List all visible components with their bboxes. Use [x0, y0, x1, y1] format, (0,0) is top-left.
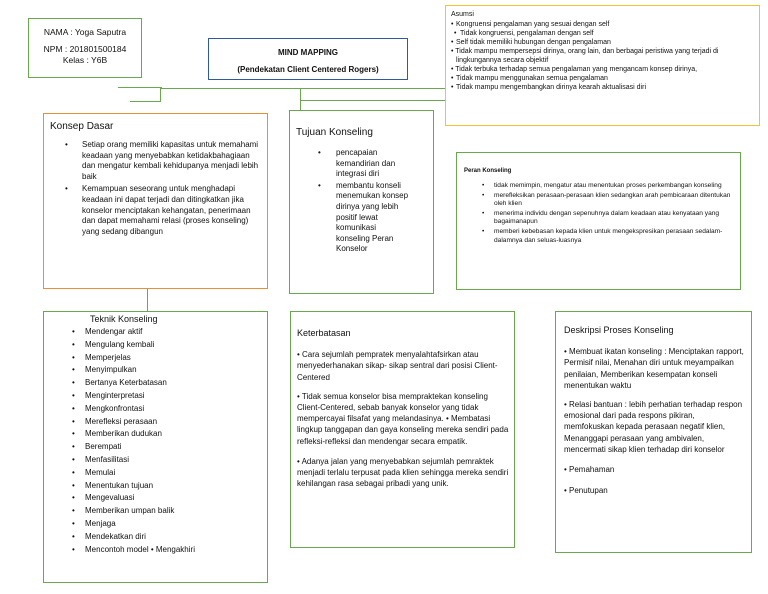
keterbatasan-box — [290, 311, 515, 548]
connector-line — [300, 88, 301, 110]
keterbatasan-paragraph: • Tidak semua konselor bisa mempraktekan konseling Client-Centered, sebab banyak konselor yang tidak mempercayai filsafat yang melandasinya. • Membatasi lingkup tanggapan dan gaya konseling mereka sendiri pada refleksi-refleksi dan mendengar secara empatik. — [297, 391, 509, 446]
list-item: • membantu konseli menemukan konsep dirinya yang lebih positif lewat komunikasi konseling Peran Konselor — [318, 180, 409, 254]
konsep-dasar-list — [50, 140, 261, 237]
student-name: NAMA : Yoga Saputra — [43, 27, 127, 37]
deskripsi-paragraph: • Relasi bantuan : lebih perhatian terhadap respon emosional dari pada respons pikiran, memfokuskan kepada perasaan negatif klien, Menanggapi perasaan yang ambivalen, mencermati sikap klien terhadap diri konselor — [564, 400, 743, 454]
keterbatasan-title: Keterbatasan — [297, 328, 351, 338]
student-info-box — [28, 18, 142, 78]
deskripsi-title: Deskripsi Proses Konseling — [564, 325, 674, 335]
tujuan-konseling-box — [289, 110, 434, 294]
konsep-dasar-title: Konsep Dasar — [50, 121, 114, 132]
list-item: • Menfasilitasi — [72, 454, 130, 464]
list-item: • Merefleksi perasaan — [72, 416, 158, 426]
list-item: • Kongruensi pengalaman yang sesuai dengan self — [451, 21, 610, 28]
deskripsi-proses-box — [555, 311, 752, 553]
main-title: MIND MAPPING — [278, 48, 338, 57]
list-item: • Setiap orang memiliki kapasitas untuk memahami keadaan yang menyebabkan ketidakbahagiaan dan mengatur kembali kehidupanya menjadi lebih baik — [65, 140, 259, 181]
deskripsi-paragraph: • Pemahaman — [564, 465, 615, 475]
main-title-box — [208, 38, 408, 80]
list-item: • Menjaga — [72, 518, 116, 528]
asumsi-box — [445, 5, 760, 126]
list-item: • pencapaian kemandirian dan integrasi diri — [318, 148, 396, 179]
bullet: • — [451, 66, 456, 73]
tujuan-list — [296, 148, 427, 255]
list-item: • Mendengar aktif — [72, 327, 143, 336]
connector-line — [160, 88, 161, 102]
list-item: • Mendekatkan diri — [72, 531, 146, 541]
list-item: • Mencontoh model • Mengakhiri — [72, 544, 195, 554]
list-item: • Tidak terbuka terhadap semua pengalaman yang mengancam konsep dirinya, — [451, 66, 698, 73]
connector-line — [130, 101, 160, 102]
teknik-konseling-box — [43, 311, 268, 583]
list-item: • Tidak kongruensi, pengalaman dengan self — [454, 30, 594, 37]
list-item: • Tidak mampu mengembangkan dirinya kearah aktualisasi diri — [451, 84, 647, 91]
list-item: • Memberikan umpan balik — [72, 506, 175, 516]
connector-line — [160, 88, 445, 89]
list-item: • Kemampuan seseorang untuk menghadapi keadaan ini dapat terjadi dan ditingkatkan jika konselor menciptakan kehangatan, penerimaan dan dapat memahami relasi (proses konseling) yang sedang dibangun — [65, 184, 251, 236]
teknik-list — [50, 326, 261, 556]
list-item: • menerima individu dengan sepenuhnya dalam keadaan atau kenyataan yang bagaimanapun — [482, 209, 720, 226]
peran-list — [464, 182, 734, 245]
main-subtitle: (Pendekatan Client Centered Rogers) — [237, 65, 379, 74]
list-item: • Mengkonfrontasi — [72, 403, 145, 413]
list-item: • merefleksikan perasaan-perasaan klien sedangkan arah pembicaraan ditentukan oleh klien — [482, 191, 731, 208]
list-item: • Memberikan dudukan — [72, 429, 162, 439]
list-item: • Bertanya Keterbatasan — [72, 378, 167, 388]
konsep-dasar-box — [43, 113, 268, 289]
list-item: • Berempati — [72, 442, 122, 452]
list-item: • Self tidak memiliki hubungan dengan pengalaman — [451, 39, 611, 46]
list-item: • tidak memimpin, mengatur atau menentukan proses perkembangan konseling — [482, 182, 722, 189]
connector-line — [118, 87, 162, 88]
asumsi-title: Asumsi — [451, 11, 474, 18]
list-item: • Menentukan tujuan — [72, 480, 154, 490]
keterbatasan-paragraph: • Adanya jalan yang menyebabkan sejumlah pemraktek menjadi terlalu terpusat pada klien sehingga mereka sendiri kehilangan rasa sebagai pribadi yang unik. — [297, 456, 509, 489]
tujuan-title: Tujuan Konseling — [296, 127, 373, 138]
deskripsi-paragraph: • Membuat ikatan konseling : Menciptakan rapport, Permisif nilai, Menahan diri untuk meyampaikan penilaian, Memberikan kesempatan konseli menentukan waktu — [564, 347, 744, 390]
student-class: Kelas : Y6B — [62, 55, 108, 65]
list-item: • Menginterpretasi — [72, 390, 145, 400]
list-item: • Memperjelas — [72, 352, 131, 362]
asumsi-list — [451, 20, 755, 92]
list-item: • memberi kebebasan kepada klien untuk mengekspresikan perasaan sedalam-dalamnya dan seluas-luasnya — [482, 227, 723, 244]
connector-line — [300, 100, 445, 101]
deskripsi-paragraph: • Penutupan — [564, 486, 608, 496]
list-item: • Tidak mampu mempersepsi dirinya, orang lain, dan berbagai peristiwa yang terjadi di lingkungannya secara objektif — [451, 48, 719, 64]
bullet: • — [451, 48, 456, 55]
list-item: • Mengevaluasi — [72, 493, 135, 503]
teknik-title: Teknik Konseling — [90, 314, 158, 324]
keterbatasan-paragraph: • Cara sejumlah pempratek menyalahtafsirkan atau menyederhanakan sikap- sikap sentral dari posisi Client-Centered — [297, 350, 498, 382]
list-item: • Tidak mampu menggunakan semua pengalaman — [451, 75, 608, 82]
connector-line — [147, 289, 148, 311]
peran-konseling-box — [456, 152, 741, 290]
student-npm: NPM : 201801500184 — [43, 44, 127, 54]
list-item: • Mengulang kembali — [72, 339, 155, 349]
peran-title: Peran Konseling — [464, 168, 512, 174]
list-item: • Memulai — [72, 467, 116, 477]
list-item: • Menyimpulkan — [72, 365, 137, 375]
